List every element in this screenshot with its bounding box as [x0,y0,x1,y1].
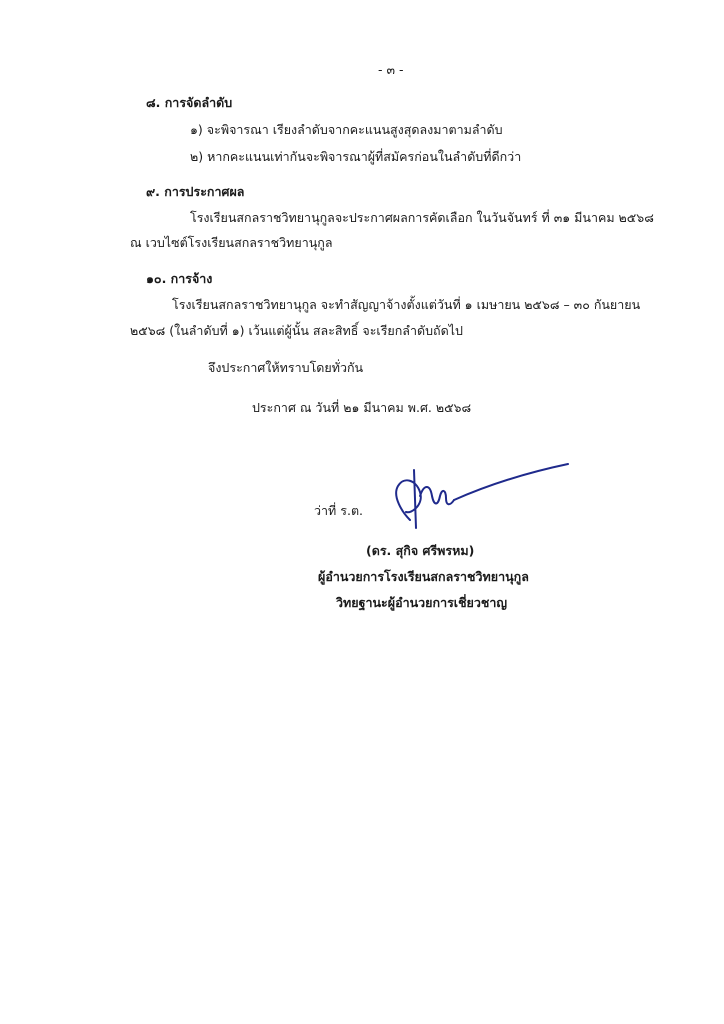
handwritten-signature [380,462,580,532]
signatory-rank: วิทยฐานะผู้อำนวยการเชี่ยวชาญ [336,595,508,610]
section-8-line-1: ๑) จะพิจารณา เรียงลำดับจากคะแนนสูงสุดลงมาตามลำดับ [190,122,503,137]
closing-line: จึงประกาศให้ทราบโดยทั่วกัน [208,360,364,375]
section-8-line-2: ๒) หากคะแนนเท่ากันจะพิจารณาผู้ที่สมัครก่อนในลำดับที่ดีกว่า [190,149,522,164]
signatory-name: (ดร. สุกิจ ศรีพรหม) [366,543,475,558]
section-10-line-2: ๒๕๖๘ (ในลำดับที่ ๑) เว้นแต่ผู้นั้น สละสิทธิ์ จะเรียกลำดับถัดไป [130,323,463,338]
section-10-heading: ๑๐. การจ้าง [146,271,213,286]
section-10-line-1: โรงเรียนสกลราชวิทยานุกูล จะทำสัญญาจ้างตั้งแต่วันที่ ๑ เมษายน ๒๕๖๘ – ๓๐ กันยายน [172,297,641,312]
section-9-line-1: โรงเรียนสกลราชวิทยานุกูลจะประกาศผลการคัดเลือก ในวันจันทร์ ที่ ๓๑ มีนาคม ๒๕๖๘ [190,210,654,225]
signatory-position: ผู้อำนวยการโรงเรียนสกลราชวิทยานุกูล [318,569,529,584]
announce-date: ประกาศ ณ วันที่ ๒๑ มีนาคม พ.ศ. ๒๕๖๘ [252,400,472,415]
section-9-line-2: ณ เวบไซต์โรงเรียนสกลราชวิทยานุกูล [130,235,333,250]
section-8-heading: ๘. การจัดลำดับ [146,95,233,110]
acting-prefix: ว่าที่ ร.ต. [314,503,364,518]
section-9-heading: ๙. การประกาศผล [146,184,245,199]
page-number: - ๓ - [378,62,404,77]
